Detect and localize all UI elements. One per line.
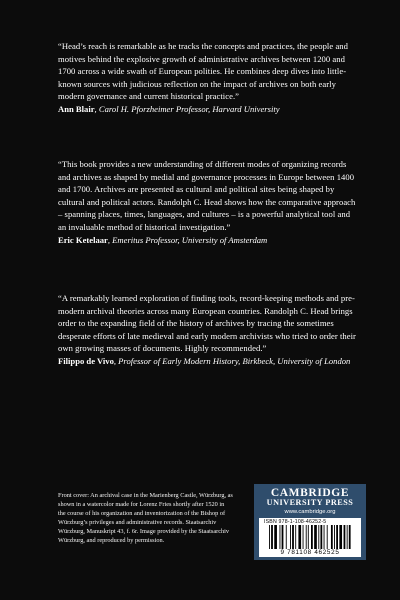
reviewer-title: Professor of Early Modern History, Birkbeck, University of London [118,355,351,366]
reviewer-title: Emeritus Professor, University of Amsterdam [112,234,268,245]
reviewer-title: Carol H. Pforzheimer Professor, Harvard University [98,103,280,114]
reviewer-name: Eric Ketelaar [58,234,108,245]
cover-image-credit: Front cover: An archival case in the Marienberg Castle, Würzburg, as shown in a watercolor made for Lorenz Fries shortly after 1520 in the course of his organization and inventorization of the Bishop of Würzburg’s privileges and administrative records. Staatsarchiv Würzburg, Manuskript 43, f. 6r. Image provided by the Staatsarchiv Würzburg, and reproduced by permission. [58,492,233,544]
review-quote: “A remarkably learned exploration of finding tools, record-keeping methods and pre-modern archival theories across many European countries. Randolph C. Head brings order to the expanding field of the history of archives by tracing the sometimes desperate efforts of late medieval and early modern archivists who tried to order their own growing masses of documents. Highly recommended.” [58,293,356,354]
review-quote: “Head’s reach is remarkable as he tracks the concepts and practices, the people and motives behind the explosive growth of administrative archives between 1200 and 1700 across a wide swath of European polities. He combines deep dives into little-known sources with judicious reflection on the impact of archives on both early modern governance and current historical practice.” [58,41,348,102]
review-quote: “This book provides a new understanding of different modes of organizing records and archives as shaped by medial and governance processes in Europe between 1400 and 1700. Archives are presented as cultural and political sites being shaped by cultural and political actors. Randolph C. Head shows how the comparative approach – spanning places, times, languages, and cultures – is a powerful analytical tool and an invaluable method of historical investigation.” [58,159,356,232]
isbn-label: ISBN 978-1-108-46252-5 [264,519,327,525]
barcode-box [259,518,361,557]
review-attribution: Ann Blair, Carol H. Pforzheimer Professor, Harvard University [58,103,280,114]
reviewer-name: Filippo de Vivo [58,355,114,366]
review-eric-ketelaar [58,158,358,246]
review-filippo-de-vivo [58,292,358,368]
review-attribution: Filippo de Vivo, Professor of Early Modern History, Birkbeck, University of London [58,355,351,366]
barcode-digits: 9 781108 462525 [280,549,340,556]
reviewer-name: Ann Blair [58,103,95,114]
publisher-logo-name: CAMBRIDGE [270,487,350,499]
publisher-logo-sub: UNIVERSITY PRESS [266,498,354,507]
review-attribution: Eric Ketelaar, Emeritus Professor, University of Amsterdam [58,234,268,245]
barcode-image [269,525,351,549]
publisher-url: www.cambridge.org [284,509,336,515]
publisher-panel [254,484,366,560]
review-ann-blair [58,40,358,116]
